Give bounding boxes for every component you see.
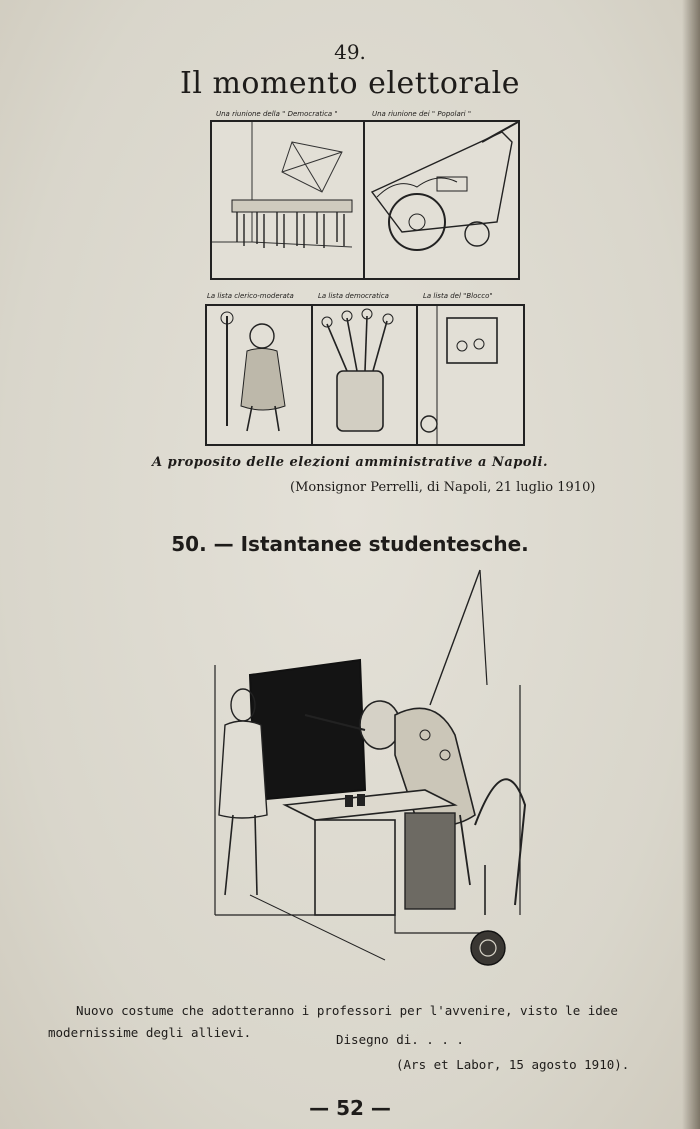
cartoon-50-drawing-credit: Disegno di. . . . xyxy=(336,1032,464,1047)
top-caption-1: Una riunione della " Democratica " xyxy=(216,110,338,118)
cartoon-bottom-panels xyxy=(205,304,525,446)
page-number: — 52 — xyxy=(309,1096,391,1120)
bottom-caption-3: La lista del "Blocco" xyxy=(423,292,493,300)
top-panels-drawing xyxy=(212,122,518,278)
cartoon-50-drawing xyxy=(195,565,535,975)
cartoon-49-caption: A proposito delle elezioni amministrative a Napoli. xyxy=(152,455,548,470)
bottom-panels-drawing xyxy=(207,306,523,444)
cartoon-top-panels xyxy=(210,120,520,280)
page-edge-shadow xyxy=(682,0,700,1129)
cartoon-50-credit: (Ars et Labor, 15 agosto 1910). xyxy=(396,1057,630,1072)
cartoon-50-illustration xyxy=(195,565,535,975)
bottom-caption-2: La lista democratica xyxy=(318,292,389,300)
cartoon-50-description: Nuovo costume che adotteranno i professori per l'avvenire, visto le idee modernissime degli allievi. xyxy=(48,1003,618,1040)
cartoon-49-credit: (Monsignor Perrelli, di Napoli, 21 luglio 1910) xyxy=(290,480,596,495)
bottom-caption-1: La lista clerico-moderata xyxy=(207,292,294,300)
cartoon-title-istantanee: 50. — Istantanee studentesche. xyxy=(171,532,529,556)
cartoon-title-momento-elettorale: Il momento elettorale xyxy=(179,66,521,101)
item-number-49: 49. xyxy=(334,40,366,64)
top-caption-2: Una riunione dei " Popolari " xyxy=(372,110,472,118)
